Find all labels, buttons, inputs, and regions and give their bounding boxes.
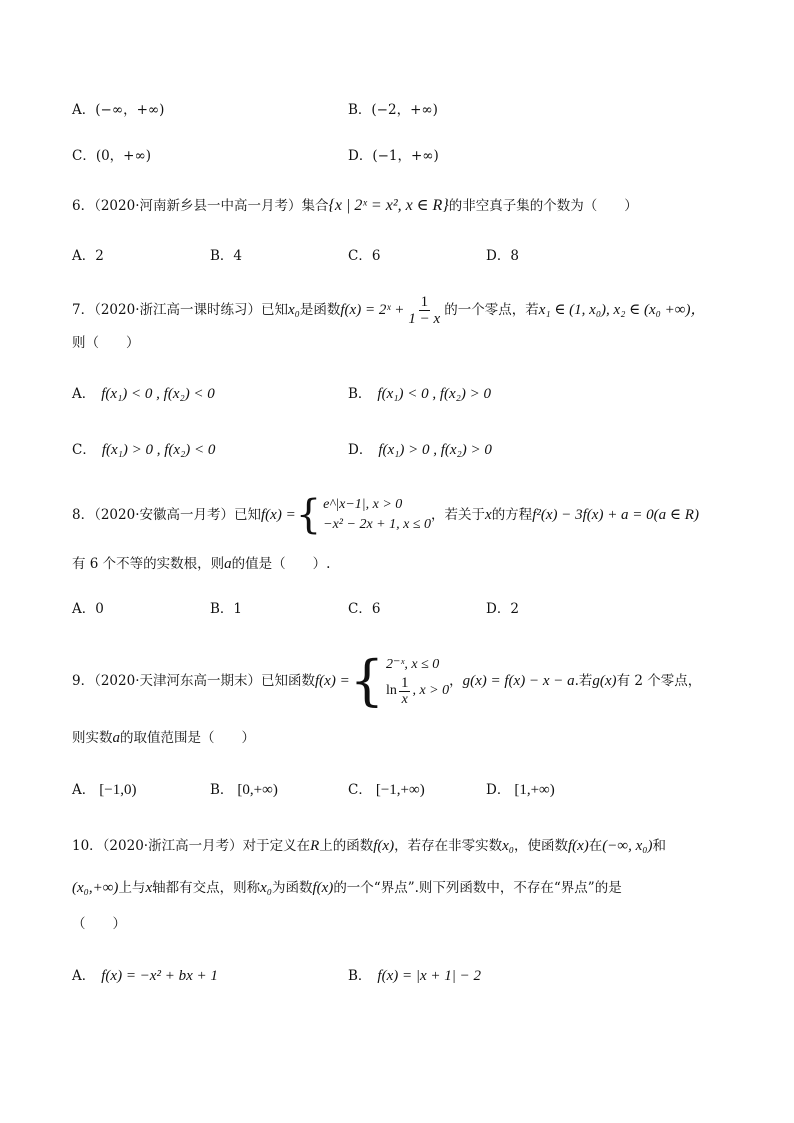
- q10-x0: x₀: [502, 838, 514, 854]
- q9-case2: [386, 675, 449, 708]
- q10-fx: f(x): [373, 838, 395, 854]
- q10-line1: [72, 836, 666, 856]
- q10-t4: 在: [588, 838, 603, 854]
- q9-lhs: f(x) =: [315, 673, 350, 689]
- q10-line3: （ ）: [72, 916, 126, 932]
- q10-interval2: (x₀,+∞): [72, 880, 119, 896]
- q9-a-var: a: [112, 730, 120, 746]
- q7-frac-num: 1: [420, 293, 429, 310]
- q10-b-math: f(x) = |x + 1| − 2: [377, 968, 482, 984]
- q7-d-math: f(x₁) > 0 , f(x₂) > 0: [378, 442, 492, 458]
- q9-option-c: [348, 780, 425, 800]
- q7-frac-den: 1 − x: [408, 310, 441, 327]
- q7-c-label: C．: [72, 442, 96, 458]
- q10-t8: 为函数: [271, 880, 313, 896]
- q9-a-math: [−1,0): [99, 782, 137, 798]
- q10-t5: 和: [652, 838, 666, 854]
- q10-fx3: f(x): [312, 880, 334, 896]
- q9-case1: 2⁻ˣ, x ≤ 0: [386, 656, 440, 672]
- q6-option-b: B．4: [210, 248, 243, 264]
- q9-frac-den: x: [401, 691, 408, 707]
- q9-stem: [72, 650, 701, 712]
- q10-t9: 的一个“界点”.则下列函数中，不存在“界点”的是: [333, 880, 622, 896]
- q10-x0b: x₀: [260, 880, 272, 896]
- q9-d-label: D．: [486, 782, 511, 798]
- q9-piecewise: [349, 649, 450, 712]
- q7-option-c: [72, 440, 215, 460]
- q7-func-lhs: f(x) = 2ˣ +: [340, 302, 405, 318]
- q10-R: R: [310, 838, 320, 854]
- q9-b-label: B．: [210, 782, 234, 798]
- q7-option-b: [348, 384, 491, 404]
- q10-interval1: (−∞, x₀): [602, 838, 653, 854]
- q7-a-label: A．: [72, 386, 96, 402]
- q9-c-label: C．: [348, 782, 372, 798]
- q6-stem: [72, 196, 638, 216]
- q9-b-math: [0,+∞): [237, 782, 278, 798]
- q7-x0: x₀: [288, 302, 300, 318]
- q7-a-math: f(x₁) < 0 , f(x₂) < 0: [101, 386, 215, 402]
- q8-brace: {: [295, 492, 322, 538]
- q9-cases: [386, 655, 449, 708]
- q9-a-label: A．: [72, 782, 96, 798]
- q9-prefix: 9．（2020·天津河东高一期末）已知函数: [72, 673, 315, 689]
- q7-d-label: D．: [348, 442, 373, 458]
- q9-mid: ，: [449, 673, 463, 689]
- q6-option-c: C．6: [348, 248, 381, 264]
- q9-d-math: [1,+∞): [514, 782, 555, 798]
- q9-g2: g(x): [592, 673, 617, 689]
- q8-x: x: [485, 507, 492, 523]
- q8-lhs: f(x) =: [261, 507, 296, 523]
- q8-a-var: a: [224, 556, 232, 572]
- q8-case1: e^|x−1|, x > 0: [323, 497, 403, 512]
- q8-cases: [323, 495, 431, 535]
- q8-line2: [72, 554, 330, 574]
- q7-option-a: [72, 384, 215, 404]
- q5-option-a: A．(−∞，+∞): [72, 102, 165, 118]
- q7-option-d: [348, 440, 492, 460]
- q7-fraction: [406, 294, 442, 327]
- q10-t1: 上的函数: [319, 838, 374, 854]
- q9-g: g(x) = f(x) − x − a: [462, 673, 575, 689]
- q10-t6: 上与: [118, 880, 146, 896]
- q9-line2: [72, 728, 255, 748]
- q8-stem: [72, 493, 699, 537]
- q7-c-math: f(x₁) > 0 , f(x₂) < 0: [101, 442, 216, 458]
- q10-a-math: f(x) = −x² + bx + 1: [101, 968, 218, 984]
- q7-b-math: f(x₁) < 0 , f(x₂) > 0: [377, 386, 491, 402]
- q8-prefix: 8．（2020·安徽高一月考）已知: [72, 507, 261, 523]
- q9-option-a: [72, 780, 136, 800]
- q10-a-label: A．: [72, 968, 96, 984]
- q9-tail: 有 2 个零点，: [616, 673, 702, 689]
- q10-prefix: 10．（2020·浙江高一月考）对于定义在: [72, 838, 311, 854]
- q9-case2-cond: , x > 0: [412, 683, 450, 698]
- q9-line2a: 则实数: [72, 730, 113, 746]
- q10-t7: 轴都有交点，则称: [152, 880, 261, 896]
- q7-prefix: 7．（2020·浙江高一课时练习）已知: [72, 302, 288, 318]
- q7-mid: 是函数: [299, 302, 341, 318]
- q8-option-a: A．0: [72, 601, 104, 617]
- q8-option-c: C．6: [348, 601, 381, 617]
- q10-b-label: B．: [348, 968, 372, 984]
- q7-line2: 则（ ）: [72, 335, 140, 351]
- q9-c-math: [−1,+∞): [375, 782, 425, 798]
- q8-piecewise: [295, 492, 432, 538]
- q8-line2a: 有 6 个不等的实数根，则: [72, 556, 225, 572]
- q6-set: {x | 2ˣ = x², x ∈ R}: [328, 197, 449, 214]
- q8-line2b: 的值是（ ）.: [231, 556, 331, 572]
- q7-mid2: 的一个零点，若: [444, 302, 539, 318]
- q8-option-b: B．1: [210, 601, 243, 617]
- q9-mid2: .若: [574, 673, 593, 689]
- q7-stem: [72, 292, 705, 328]
- q6-prefix: 6．（2020·河南新乡县一中高一月考）集合: [72, 198, 329, 214]
- q8-mid2: 的方程: [491, 507, 533, 523]
- q5-option-d: D．(−1，+∞): [348, 148, 439, 164]
- q10-t3: ，使函数: [513, 838, 568, 854]
- q6-suffix: 的非空真子集的个数为（ ）: [448, 198, 638, 214]
- q6-option-a: A．2: [72, 248, 104, 264]
- q5-option-b: B．(−2，+∞): [348, 102, 438, 118]
- q10-line2: [72, 878, 622, 898]
- q9-line2b: 的取值范围是（ ）: [120, 730, 255, 746]
- q5-option-c: C．(0，+∞): [72, 148, 152, 164]
- q10-option-a: [72, 966, 218, 986]
- q9-frac-num: 1: [400, 674, 409, 691]
- q10-option-b: [348, 966, 481, 986]
- q10-x: x: [145, 880, 153, 896]
- q7-condition: x₁ ∈ (1, x₀), x₂ ∈ (x₀ +∞)，: [538, 302, 706, 318]
- q9-brace: {: [349, 649, 385, 712]
- q8-mid: ，若关于: [431, 507, 486, 523]
- q9-frac: [399, 675, 411, 708]
- q8-option-d: D．2: [486, 601, 519, 617]
- q10-t2: ，若存在非零实数: [394, 838, 503, 854]
- q9-option-b: [210, 780, 278, 800]
- q10-fx2: f(x): [567, 838, 589, 854]
- q9-option-d: [486, 780, 555, 800]
- q8-equation: f²(x) − 3f(x) + a = 0(a ∈ R): [532, 507, 699, 523]
- q7-b-label: B．: [348, 386, 372, 402]
- q8-case2: −x² − 2x + 1, x ≤ 0: [323, 517, 432, 532]
- q6-option-d: D．8: [486, 248, 519, 264]
- q9-ln: ln: [386, 683, 397, 698]
